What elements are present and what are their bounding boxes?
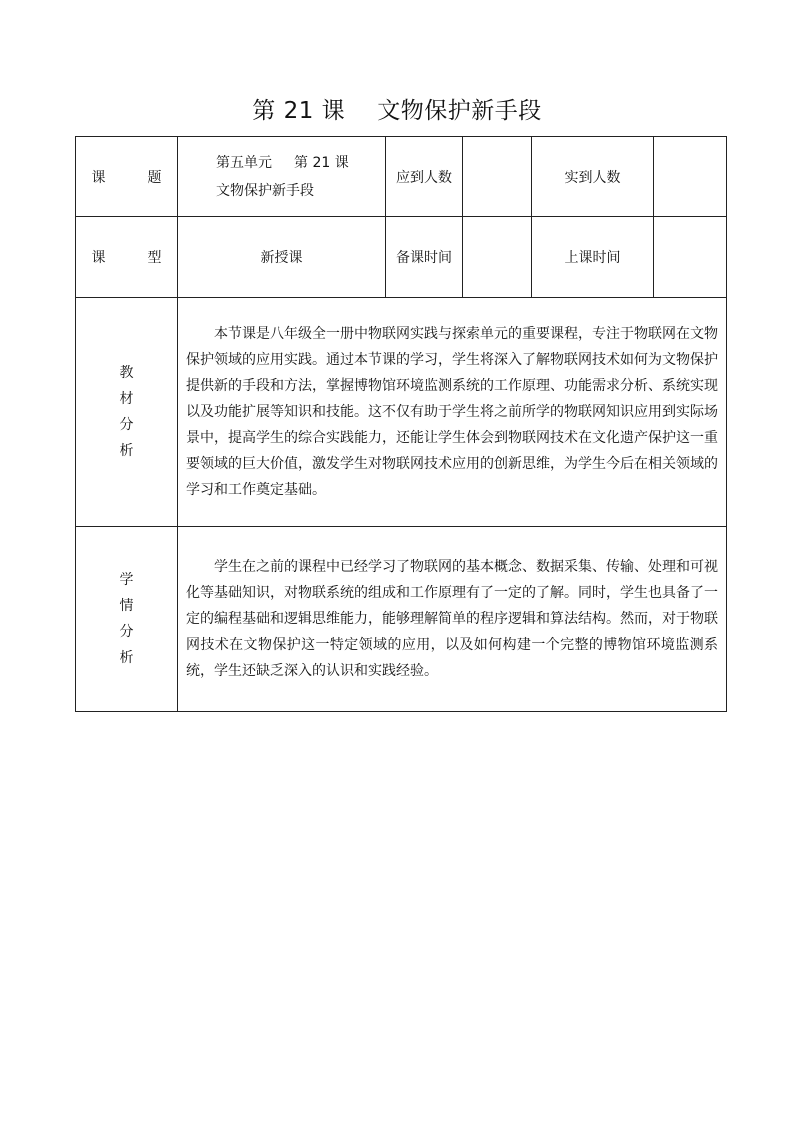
topic-unit: 第五单元 [216, 154, 272, 171]
expected-count-value [463, 137, 532, 217]
lesson-type-value: 新授课 [178, 217, 386, 298]
topic-label-cell [76, 137, 178, 217]
title-lesson: 第 21 课 [252, 98, 346, 124]
expected-count-label: 应到人数 [386, 137, 463, 217]
topic-name: 文物保护新手段 [216, 182, 314, 199]
topic-label-b: 题 [147, 169, 162, 186]
material-label-char: 材 [119, 391, 134, 407]
material-label-char: 析 [119, 443, 134, 459]
student-analysis-row [76, 527, 727, 712]
type-label-cell [76, 217, 178, 298]
prep-time-value [463, 217, 532, 298]
class-time-value [654, 217, 727, 298]
actual-count-label: 实到人数 [532, 137, 654, 217]
topic-lesson: 第 21 课 [294, 154, 349, 171]
topic-row [76, 137, 727, 217]
type-label-b: 型 [147, 250, 162, 266]
lesson-plan-table [75, 136, 727, 712]
material-analysis-label [76, 298, 178, 527]
topic-label-a: 课 [91, 169, 106, 186]
material-analysis-row [76, 298, 727, 527]
class-time-label: 上课时间 [532, 217, 654, 298]
title-name: 文物保护新手段 [377, 98, 542, 124]
student-analysis-label [76, 527, 178, 712]
type-row [76, 217, 727, 298]
material-analysis-text: 本节课是八年级全一册中物联网实践与探索单元的重要课程，专注于物联网在文物保护领域的应用实践。通过本节课的学习，学生将深入了解物联网技术如何为文物保护提供新的手段和方法，掌握博物馆环境监测系统的工作原理、功能需求分析、系统实现以及功能扩展等知识和技能。这不仅有助于学生将之前所学的物联网知识应用到实际场景中，提高学生的综合实践能力，还能让学生体会到物联网技术在文化遗产保护这一重要领域的巨大价值，激发学生对物联网技术应用的创新思维，为学生今后在相关领域的学习和工作奠定基础。 [178, 298, 727, 527]
type-label-a: 课 [91, 250, 106, 266]
student-label-char: 学 [119, 572, 134, 588]
topic-unit-line [216, 149, 385, 177]
topic-value-cell [178, 137, 386, 217]
prep-time-label: 备课时间 [386, 217, 463, 298]
student-label-char: 析 [119, 650, 134, 666]
material-label-char: 分 [119, 417, 134, 433]
student-label-char: 分 [119, 624, 134, 640]
actual-count-value [654, 137, 727, 217]
student-analysis-text: 学生在之前的课程中已经学习了物联网的基本概念、数据采集、传输、处理和可视化等基础知识，对物联系统的组成和工作原理有了一定的了解。同时，学生也具备了一定的编程基础和逻辑思维能力，能够理解简单的程序逻辑和算法结构。然而，对于物联网技术在文物保护这一特定领域的应用，以及如何构建一个完整的博物馆环境监测系统，学生还缺乏深入的认识和实践经验。 [178, 527, 727, 712]
student-label-char: 情 [119, 598, 134, 614]
page-title [0, 96, 794, 126]
material-label-char: 教 [119, 365, 134, 381]
